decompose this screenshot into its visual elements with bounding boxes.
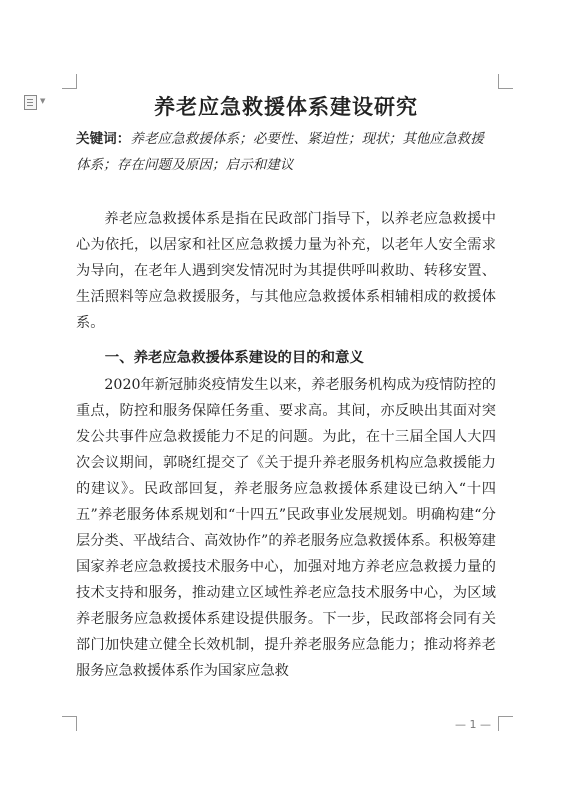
keywords bbox=[76, 126, 496, 178]
crop-mark-bottom-left bbox=[62, 716, 77, 731]
section-heading: 一、养老应急救援体系建设的目的和意义 bbox=[104, 350, 364, 366]
document-icon[interactable] bbox=[24, 95, 37, 110]
page-number: — 1 — bbox=[455, 718, 491, 731]
page-title: 养老应急救援体系建设研究 bbox=[154, 94, 418, 119]
crop-mark-bottom-right bbox=[498, 716, 513, 731]
keywords-label: 关键词： bbox=[76, 131, 131, 147]
section-paragraph: 2020年新冠肺炎疫情发生以来，养老服务机构成为疫情防控的重点，防控和服务保障任务重、要求高。其间，亦反映出其面对突发公共事件应急救援能力不足的问题。为此，在十三届全国人大四次会议期间，郭晓红提交了《关于提升养老服务机构应急救援能力的建议》。民政部回复，养老服务应急救援体系建设已纳入“十四五”养老服务体系规划和“十四五”民政事业发展规划。明确构建“分层分类、平战结合、高效协作”的养老服务应急救援体系。积极筹建国家养老应急救援技术服务中心，加强对地方养老应急救援力量的技术支持和服务，推动建立区域性养老应急技术服务中心，为区域养老服务应急救援体系建设提供服务。下一步，民政部将会同有关部门加快建立健全长效机制，提升养老服务应急能力；推动将养老服务应急救援体系作为国家应急救 bbox=[76, 377, 496, 679]
crop-mark-top-left bbox=[62, 74, 77, 89]
intro-paragraph: 养老应急救援体系是指在民政部门指导下，以养老应急救援中心为依托，以居家和社区应急救援力量为补充，以老年人安全需求为导向，在老年人遇到突发情况时为其提供呼叫救助、转移安置、生活照料等应急救援服务，与其他应急救援体系相辅相成的救援体系。 bbox=[76, 211, 496, 331]
chevron-down-icon[interactable]: ▼ bbox=[40, 97, 46, 105]
crop-mark-top-right bbox=[498, 74, 513, 89]
keywords-text: 养老应急救援体系；必要性、紧迫性；现状；其他应急救援体系；存在问题及原因；启示和建议 bbox=[76, 131, 484, 173]
